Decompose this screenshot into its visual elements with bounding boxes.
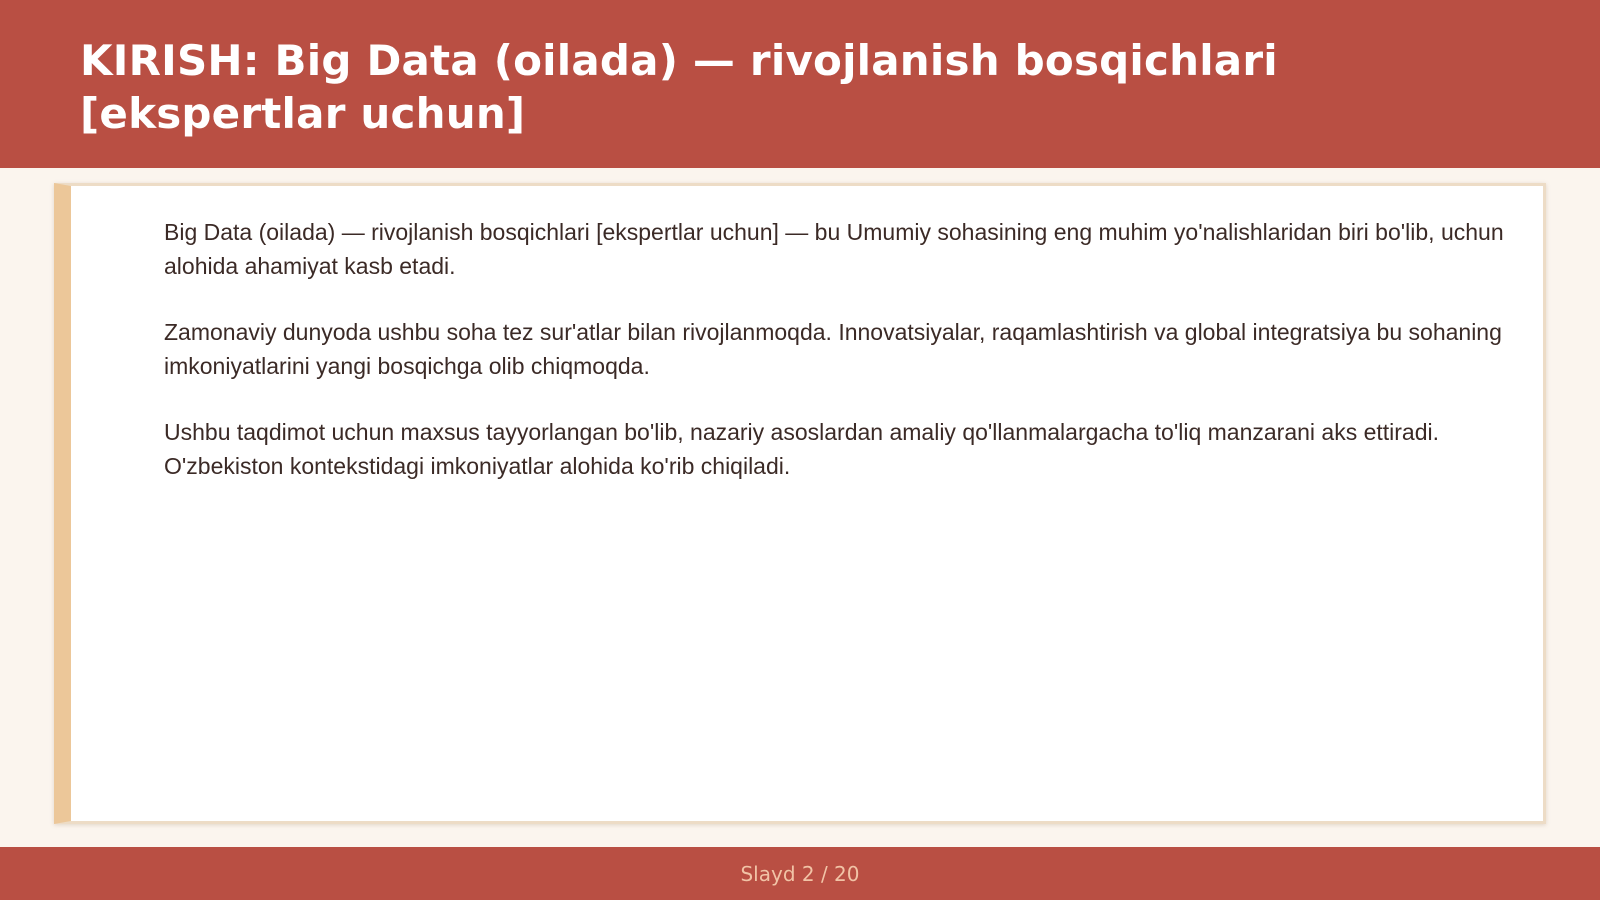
slide-header xyxy=(0,0,1600,168)
slide-footer xyxy=(0,847,1600,900)
slide-title: KIRISH: Big Data (oilada) — rivojlanish bosqichlari [ekspertlar uchun] xyxy=(80,36,1278,138)
presentation-scope-paragraph: Ushbu taqdimot uchun maxsus tayyorlangan bo'lib, nazariy asoslardan amaliy qo'llanmalargacha to'liq manzarani aks ettiradi. O'zbekiston kontekstidagi imkoniyatlar alohida ko'rib chiqiladi. xyxy=(164,419,1440,479)
slide-counter: Slayd 2 / 20 xyxy=(740,862,860,886)
content-text xyxy=(164,216,1534,516)
intro-paragraph: Big Data (oilada) — rivojlanish bosqichlari [ekspertlar uchun] — bu Umumiy sohasining eng muhim yo'nalishlaridan biri bo'lib, uchun alohida ahamiyat kasb etadi. xyxy=(164,219,1504,279)
content-card xyxy=(54,183,1546,824)
development-paragraph: Zamonaviy dunyoda ushbu soha tez sur'atlar bilan rivojlanmoqda. Innovatsiyalar, raqamlashtirish va global integratsiya bu sohaning imkoniyatlarini yangi bosqichga olib chiqmoqda. xyxy=(164,319,1502,379)
